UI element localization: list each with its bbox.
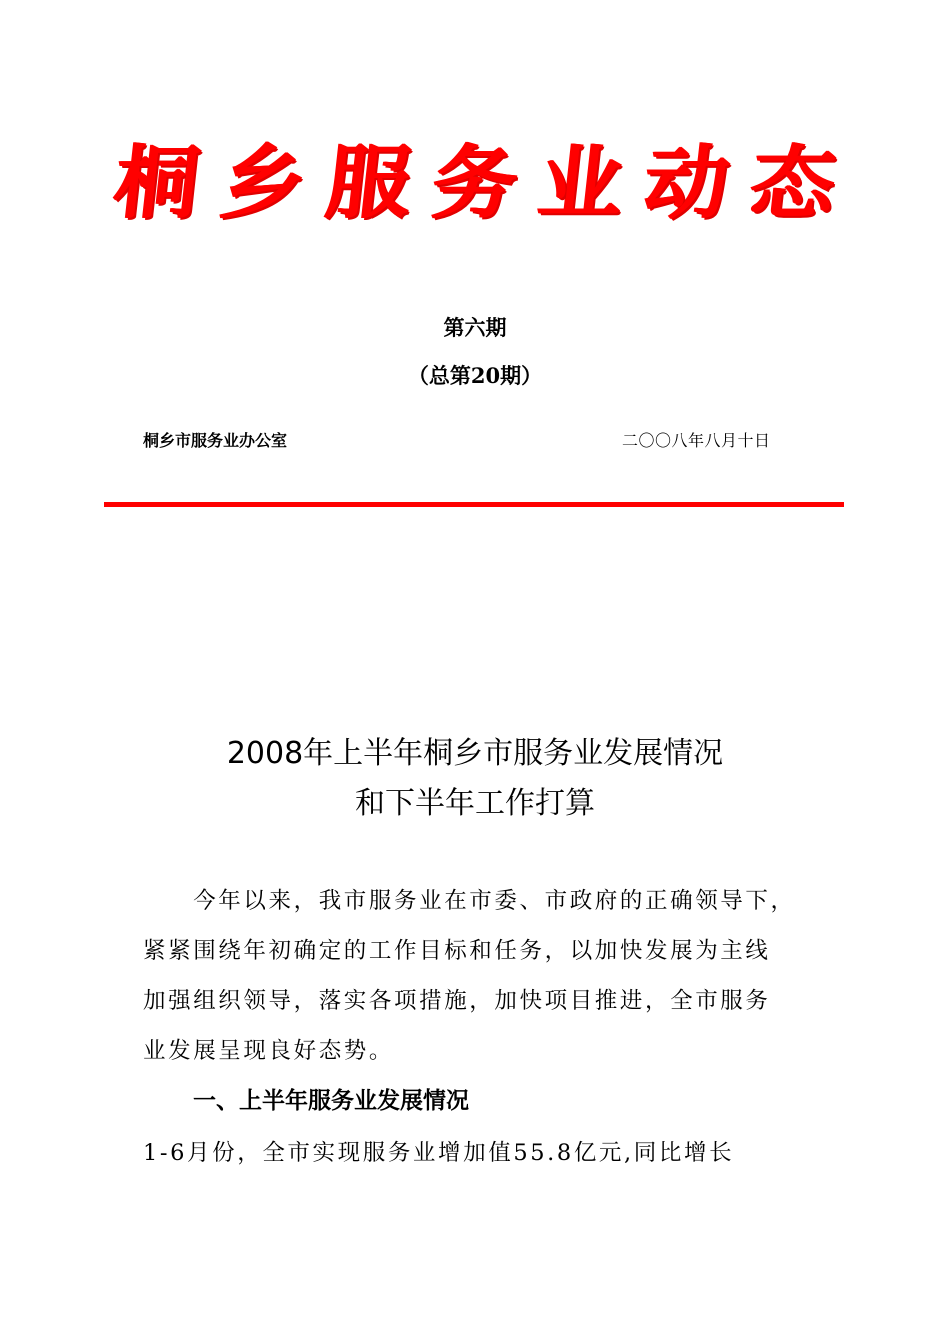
paragraph-line: 1-6月份，全市实现服务业增加值55.8亿元,同比增长: [143, 1140, 735, 1166]
masthead-title: 桐乡服务业动态: [109, 136, 863, 230]
paragraph-line: 业发展呈现良好态势。: [143, 1038, 395, 1064]
paragraph-line: 加强组织领导，落实各项措施，加快项目推进，全市服务: [143, 988, 771, 1014]
issue-total-number: （总第20期）: [407, 363, 543, 388]
section-paragraph: [143, 1128, 823, 1178]
article-title-line-2: 和下半年工作打算: [355, 786, 595, 821]
intro-paragraph: [143, 876, 823, 1076]
paragraph-line: 紧紧围绕年初确定的工作目标和任务，以加快发展为主线: [143, 938, 771, 964]
section-heading: 一、上半年服务业发展情况: [193, 1088, 469, 1114]
issuing-office: 桐乡市服务业办公室: [143, 431, 288, 450]
issue-date: 二〇〇八年八月十日: [622, 431, 771, 450]
issue-number: 第六期: [443, 315, 507, 340]
red-divider-rule: [104, 502, 844, 507]
paragraph-line: 今年以来，我市服务业在市委、市政府的正确领导下，: [143, 888, 796, 914]
article-title-line-1: 2008年上半年桐乡市服务业发展情况: [226, 736, 724, 771]
